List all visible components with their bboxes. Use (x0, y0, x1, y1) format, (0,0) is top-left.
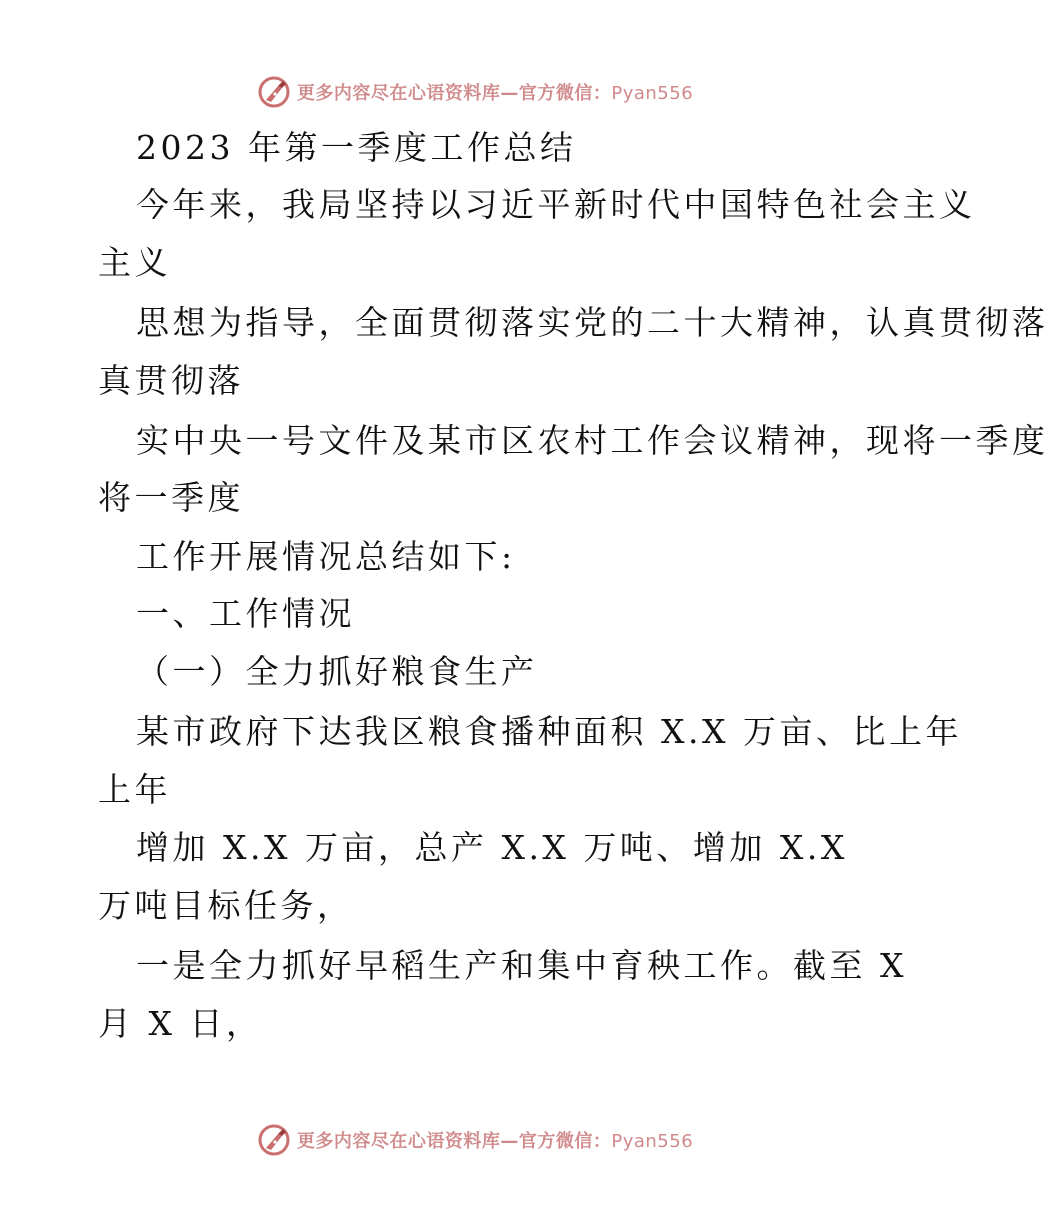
watermark-account: Pyan556 (611, 1131, 694, 1152)
footer-watermark (0, 1120, 950, 1160)
watermark-caption: 更多内容尽在心语资料库—官方微信： (296, 83, 612, 104)
paragraph-line: 将一季度 (98, 478, 244, 517)
paragraph-line: 上年 (98, 770, 171, 809)
paragraph-line: 月 X 日， (98, 1004, 263, 1043)
paragraph-line: 增加 X.X 万亩，总产 X.X 万吨、增加 X.X (136, 828, 848, 867)
document-title: 2023 年第一季度工作总结 (136, 128, 577, 167)
pen-nib-logo-icon (257, 1123, 291, 1157)
subsection-heading: （一）全力抓好粮食生产 (136, 652, 538, 691)
paragraph-line: 今年来，我局坚持以习近平新时代中国特色社会主义 (136, 185, 976, 224)
paragraph-line: 万吨目标任务， (98, 886, 354, 925)
watermark-text (297, 79, 693, 105)
paragraph-line: 真贯彻落 (98, 361, 244, 400)
watermark-text (297, 1127, 693, 1153)
paragraph-line: 实中央一号文件及某市区农村工作会议精神，现将一季度 (136, 421, 1049, 460)
header-watermark (0, 72, 950, 112)
paragraph-line: 某市政府下达我区粮食播种面积 X.X 万亩、比上年 (136, 712, 962, 751)
paragraph-line: 主义 (98, 243, 171, 282)
paragraph-line: 思想为指导，全面贯彻落实党的二十大精神，认真贯彻落 (136, 303, 1049, 342)
paragraph-line: 工作开展情况总结如下: (136, 537, 516, 576)
paragraph-line: 一是全力抓好早稻生产和集中育秧工作。截至 X (136, 946, 907, 985)
pen-nib-logo-icon (257, 75, 291, 109)
watermark-account: Pyan556 (611, 83, 694, 104)
section-heading: 一、工作情况 (136, 594, 355, 633)
watermark-caption: 更多内容尽在心语资料库—官方微信： (296, 1131, 612, 1152)
